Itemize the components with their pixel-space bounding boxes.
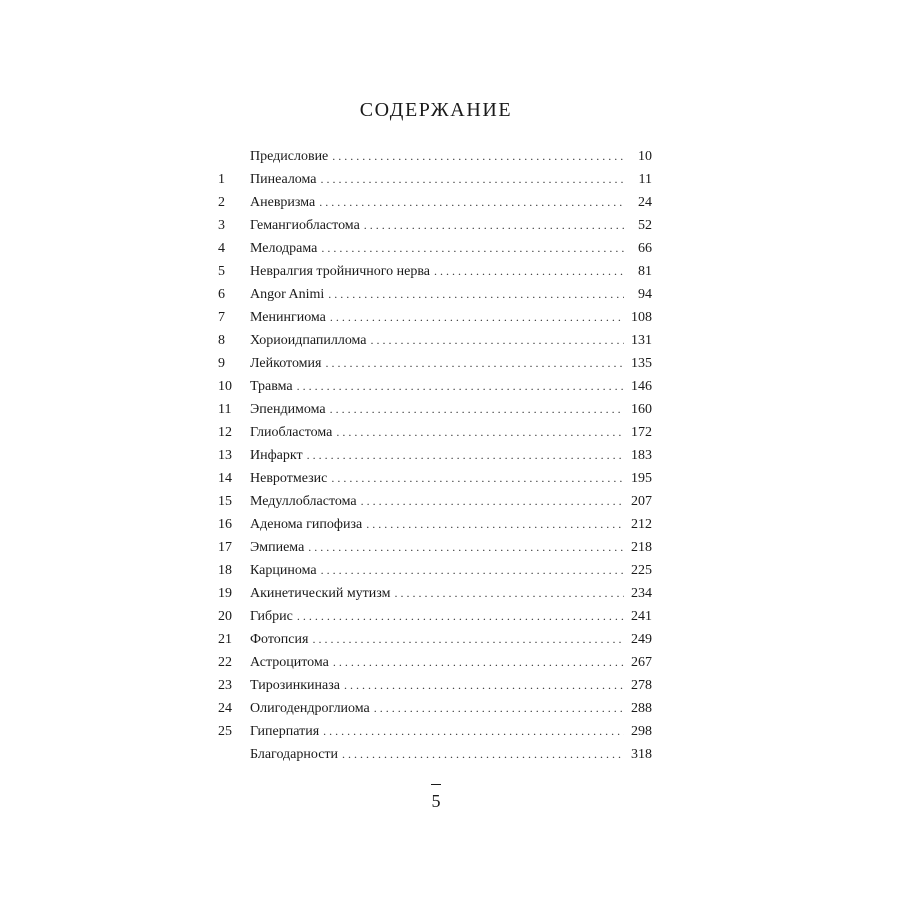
chapter-number: 23 bbox=[218, 678, 232, 693]
chapter-number: 6 bbox=[218, 287, 225, 302]
chapter-title: Карцинома bbox=[250, 563, 317, 578]
chapter-number: 24 bbox=[218, 701, 232, 716]
dot-leader bbox=[323, 720, 624, 743]
dot-leader bbox=[336, 421, 624, 444]
dot-leader bbox=[321, 168, 624, 191]
chapter-title: Хориоидпапиллома bbox=[250, 333, 367, 348]
chapter-page: 66 bbox=[638, 241, 652, 256]
toc-entry[interactable] bbox=[218, 743, 652, 766]
toc-entry[interactable] bbox=[218, 605, 652, 628]
chapter-title: Пинеалома bbox=[250, 172, 317, 187]
chapter-title: Травма bbox=[250, 379, 293, 394]
page-number-value: 5 bbox=[431, 791, 441, 811]
dot-leader bbox=[344, 674, 624, 697]
chapter-page: 10 bbox=[638, 149, 652, 164]
chapter-number: 9 bbox=[218, 356, 225, 371]
folio-rule bbox=[431, 784, 441, 785]
toc-entry[interactable] bbox=[218, 720, 652, 743]
chapter-title: Менингиома bbox=[250, 310, 326, 325]
chapter-number: 8 bbox=[218, 333, 225, 348]
table-of-contents bbox=[218, 145, 652, 766]
toc-entry[interactable] bbox=[218, 191, 652, 214]
toc-entry[interactable] bbox=[218, 628, 652, 651]
chapter-page: 24 bbox=[638, 195, 652, 210]
chapter-page: 81 bbox=[638, 264, 652, 279]
chapter-page: 108 bbox=[631, 310, 652, 325]
toc-entry[interactable] bbox=[218, 352, 652, 375]
chapter-number: 12 bbox=[218, 425, 232, 440]
chapter-page: 146 bbox=[631, 379, 652, 394]
chapter-page: 172 bbox=[631, 425, 652, 440]
chapter-number: 13 bbox=[218, 448, 232, 463]
dot-leader bbox=[374, 697, 624, 720]
chapter-title: Фотопсия bbox=[250, 632, 309, 647]
chapter-page: 298 bbox=[631, 724, 652, 739]
chapter-page: 234 bbox=[631, 586, 652, 601]
dot-leader bbox=[434, 260, 624, 283]
toc-entry[interactable] bbox=[218, 513, 652, 536]
chapter-title: Предисловие bbox=[250, 149, 329, 164]
toc-entry[interactable] bbox=[218, 651, 652, 674]
toc-entry[interactable] bbox=[218, 306, 652, 329]
dot-leader bbox=[331, 467, 624, 490]
chapter-title: Аденома гипофиза bbox=[250, 517, 363, 532]
page-title: СОДЕРЖАНИЕ bbox=[359, 99, 513, 121]
dot-leader bbox=[332, 145, 624, 168]
chapter-number: 20 bbox=[218, 609, 232, 624]
toc-entry[interactable] bbox=[218, 329, 652, 352]
toc-entry[interactable] bbox=[218, 444, 652, 467]
chapter-page: 218 bbox=[631, 540, 652, 555]
chapter-page: 225 bbox=[631, 563, 652, 578]
chapter-title: Гиперпатия bbox=[250, 724, 320, 739]
dot-leader bbox=[297, 605, 624, 628]
chapter-number: 16 bbox=[218, 517, 232, 532]
toc-entry[interactable] bbox=[218, 490, 652, 513]
page-number bbox=[0, 784, 872, 812]
chapter-title: Олигодендроглиома bbox=[250, 701, 370, 716]
chapter-number: 25 bbox=[218, 724, 232, 739]
chapter-number: 22 bbox=[218, 655, 232, 670]
dot-leader bbox=[321, 559, 624, 582]
chapter-page: 135 bbox=[631, 356, 652, 371]
toc-entry[interactable] bbox=[218, 536, 652, 559]
chapter-title: Невралгия тройничного нерва bbox=[250, 264, 430, 279]
toc-entry[interactable] bbox=[218, 467, 652, 490]
dot-leader bbox=[321, 237, 624, 260]
chapter-number: 15 bbox=[218, 494, 232, 509]
chapter-number: 21 bbox=[218, 632, 232, 647]
chapter-number: 7 bbox=[218, 310, 225, 325]
toc-entry[interactable] bbox=[218, 674, 652, 697]
toc-entry[interactable] bbox=[218, 145, 652, 168]
dot-leader bbox=[297, 375, 624, 398]
chapter-number: 17 bbox=[218, 540, 232, 555]
dot-leader bbox=[395, 582, 625, 605]
chapter-number: 10 bbox=[218, 379, 232, 394]
chapter-title: Астроцитома bbox=[250, 655, 329, 670]
toc-entry[interactable] bbox=[218, 375, 652, 398]
dot-leader bbox=[364, 214, 624, 237]
chapter-title: Гемангиобластома bbox=[250, 218, 360, 233]
dot-leader bbox=[371, 329, 624, 352]
dot-leader bbox=[361, 490, 624, 513]
chapter-page: 52 bbox=[638, 218, 652, 233]
chapter-title: Инфаркт bbox=[250, 448, 303, 463]
chapter-page: 131 bbox=[631, 333, 652, 348]
chapter-title: Гибрис bbox=[250, 609, 293, 624]
toc-entry[interactable] bbox=[218, 283, 652, 306]
chapter-page: 212 bbox=[631, 517, 652, 532]
dot-leader bbox=[307, 444, 624, 467]
toc-entry[interactable] bbox=[218, 168, 652, 191]
chapter-page: 195 bbox=[631, 471, 652, 486]
dot-leader bbox=[333, 651, 624, 674]
toc-entry[interactable] bbox=[218, 214, 652, 237]
chapter-number: 1 bbox=[218, 172, 225, 187]
dot-leader bbox=[328, 283, 624, 306]
dot-leader bbox=[325, 352, 624, 375]
chapter-title: Глиобластома bbox=[250, 425, 333, 440]
chapter-number: 11 bbox=[218, 402, 232, 417]
chapter-title: Благодарности bbox=[250, 747, 339, 762]
chapter-title: Тирозинкиназа bbox=[250, 678, 340, 693]
chapter-title: Эпендимома bbox=[250, 402, 326, 417]
chapter-title: Лейкотомия bbox=[250, 356, 322, 371]
chapter-number: 14 bbox=[218, 471, 232, 486]
chapter-number: 2 bbox=[218, 195, 225, 210]
chapter-page: 11 bbox=[638, 172, 652, 187]
chapter-page: 267 bbox=[631, 655, 652, 670]
chapter-number: 4 bbox=[218, 241, 225, 256]
dot-leader bbox=[312, 628, 624, 651]
chapter-title: Мелодрама bbox=[250, 241, 318, 256]
chapter-title: Акинетический мутизм bbox=[250, 586, 391, 601]
chapter-page: 318 bbox=[631, 747, 652, 762]
toc-entry[interactable] bbox=[218, 398, 652, 421]
toc-entry[interactable] bbox=[218, 582, 652, 605]
chapter-page: 94 bbox=[638, 287, 652, 302]
chapter-number: 18 bbox=[218, 563, 232, 578]
toc-entry[interactable] bbox=[218, 260, 652, 283]
chapter-title: Аневризма bbox=[250, 195, 316, 210]
chapter-title: Медуллобластома bbox=[250, 494, 357, 509]
toc-entry[interactable] bbox=[218, 697, 652, 720]
toc-entry[interactable] bbox=[218, 559, 652, 582]
dot-leader bbox=[342, 743, 624, 766]
dot-leader bbox=[330, 306, 624, 329]
dot-leader bbox=[366, 513, 624, 536]
dot-leader bbox=[308, 536, 624, 559]
chapter-title: Эмпиема bbox=[250, 540, 305, 555]
chapter-number: 3 bbox=[218, 218, 225, 233]
chapter-title: Невротмезис bbox=[250, 471, 328, 486]
dot-leader bbox=[330, 398, 624, 421]
dot-leader bbox=[319, 191, 624, 214]
chapter-page: 160 bbox=[631, 402, 652, 417]
chapter-page: 207 bbox=[631, 494, 652, 509]
chapter-page: 249 bbox=[631, 632, 652, 647]
chapter-number: 19 bbox=[218, 586, 232, 601]
chapter-page: 278 bbox=[631, 678, 652, 693]
chapter-page: 241 bbox=[631, 609, 652, 624]
chapter-number: 5 bbox=[218, 264, 225, 279]
chapter-title: Angor Animi bbox=[250, 287, 325, 302]
toc-entry[interactable] bbox=[218, 237, 652, 260]
toc-entry[interactable] bbox=[218, 421, 652, 444]
chapter-page: 288 bbox=[631, 701, 652, 716]
chapter-page: 183 bbox=[631, 448, 652, 463]
